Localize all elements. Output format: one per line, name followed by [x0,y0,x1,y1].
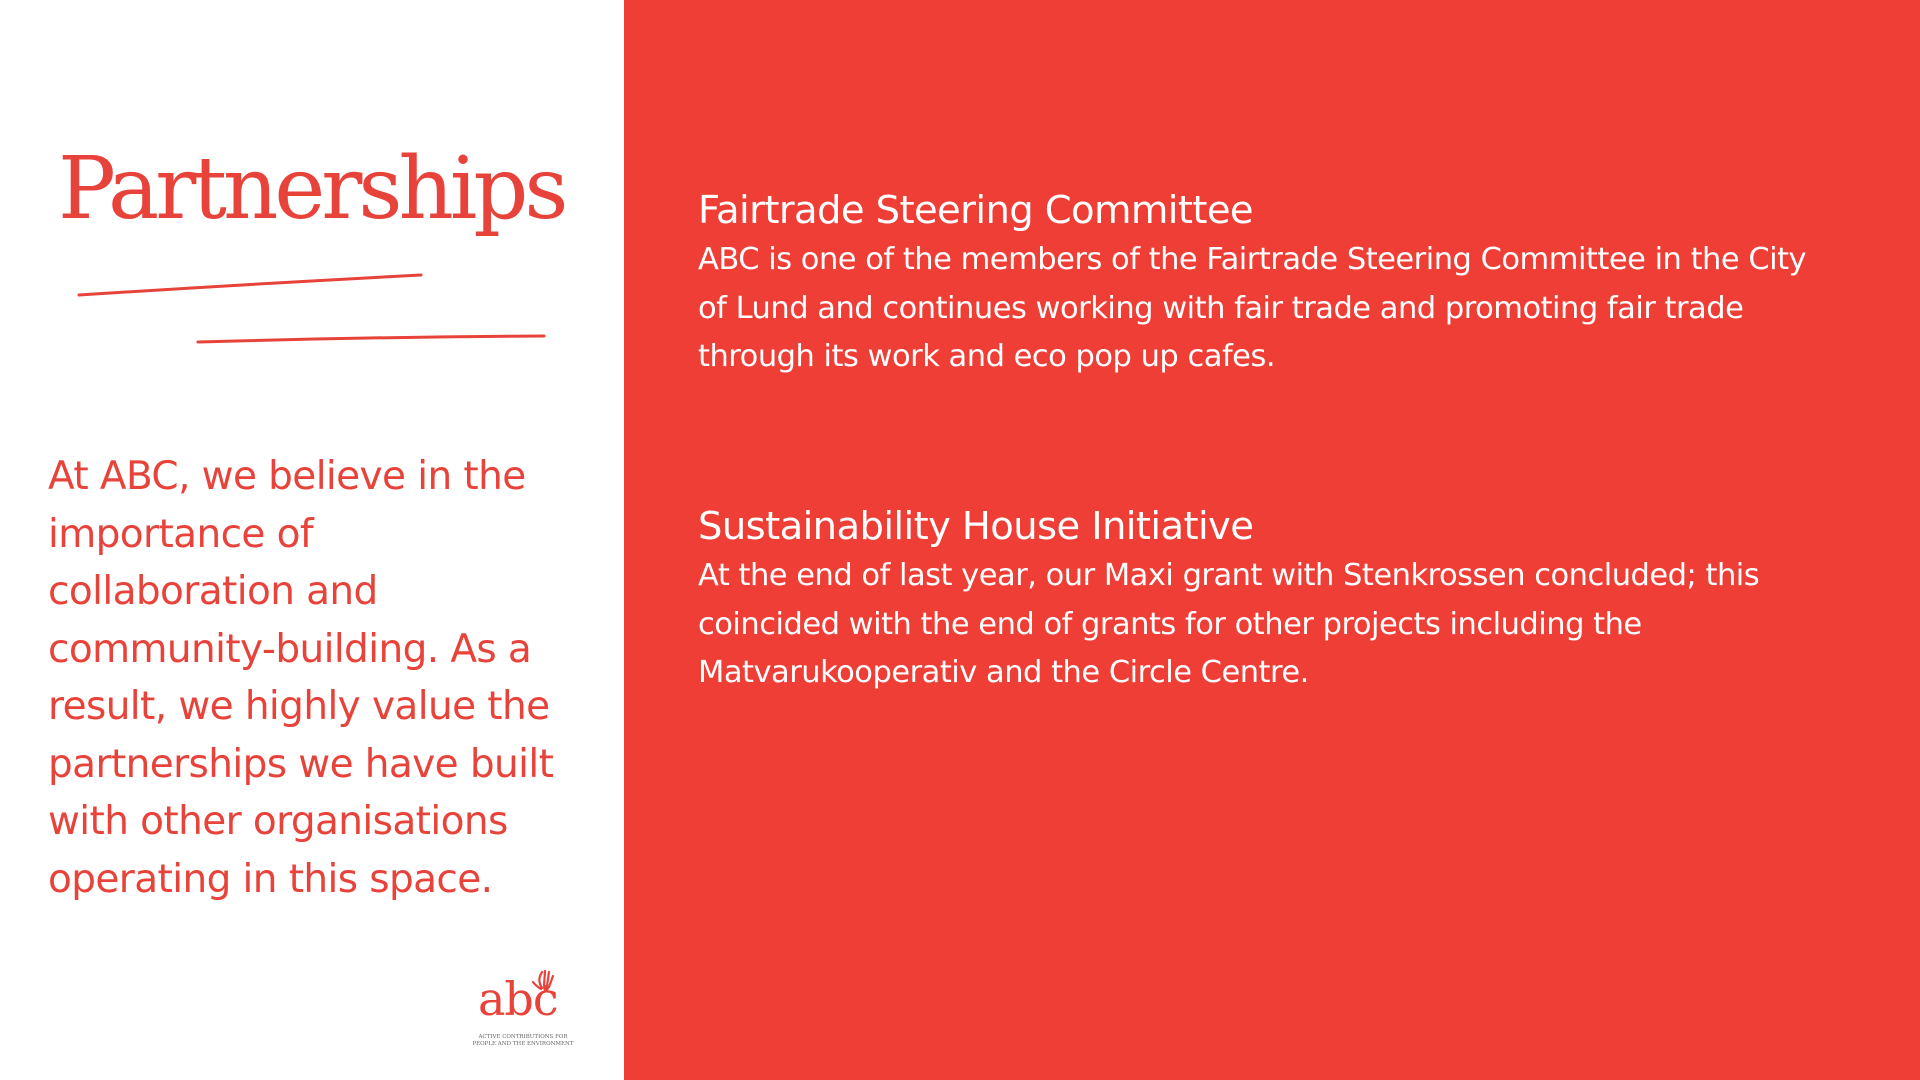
section-body: ABC is one of the members of the Fairtrade Steering Committee in the City of Lund and continues working with fair trade and promoting fair trade through its work and eco pop up cafes. [698,242,1807,374]
abc-logo [470,968,576,1054]
section-fairtrade [698,186,1818,382]
underline-stroke-bottom [198,336,544,342]
decorative-underlines [0,260,624,350]
section-heading: Fairtrade Steering Committee [698,188,1254,233]
logo-wordmark: abc [478,972,558,1026]
section-sustainability-house [698,502,1818,698]
logo-tagline: ACTIVE CONTRIBUTIONS FOR PEOPLE AND THE ENVIRONMENT [472,1034,574,1047]
section-body: At the end of last year, our Maxi grant with Stenkrossen concluded; this coincided with the end of grants for other projects including the Matvarukooperativ and the Circle Centre. [698,558,1760,690]
section-heading: Sustainability House Initiative [698,504,1254,549]
page-title: Partnerships [58,139,565,239]
underline-stroke-top [79,275,421,295]
intro-paragraph: At ABC, we believe in the importance of collaboration and community-building. As a result, we highly value the partnerships we have built with other organisations operating in this space. [48,454,554,902]
left-panel [0,0,624,1080]
